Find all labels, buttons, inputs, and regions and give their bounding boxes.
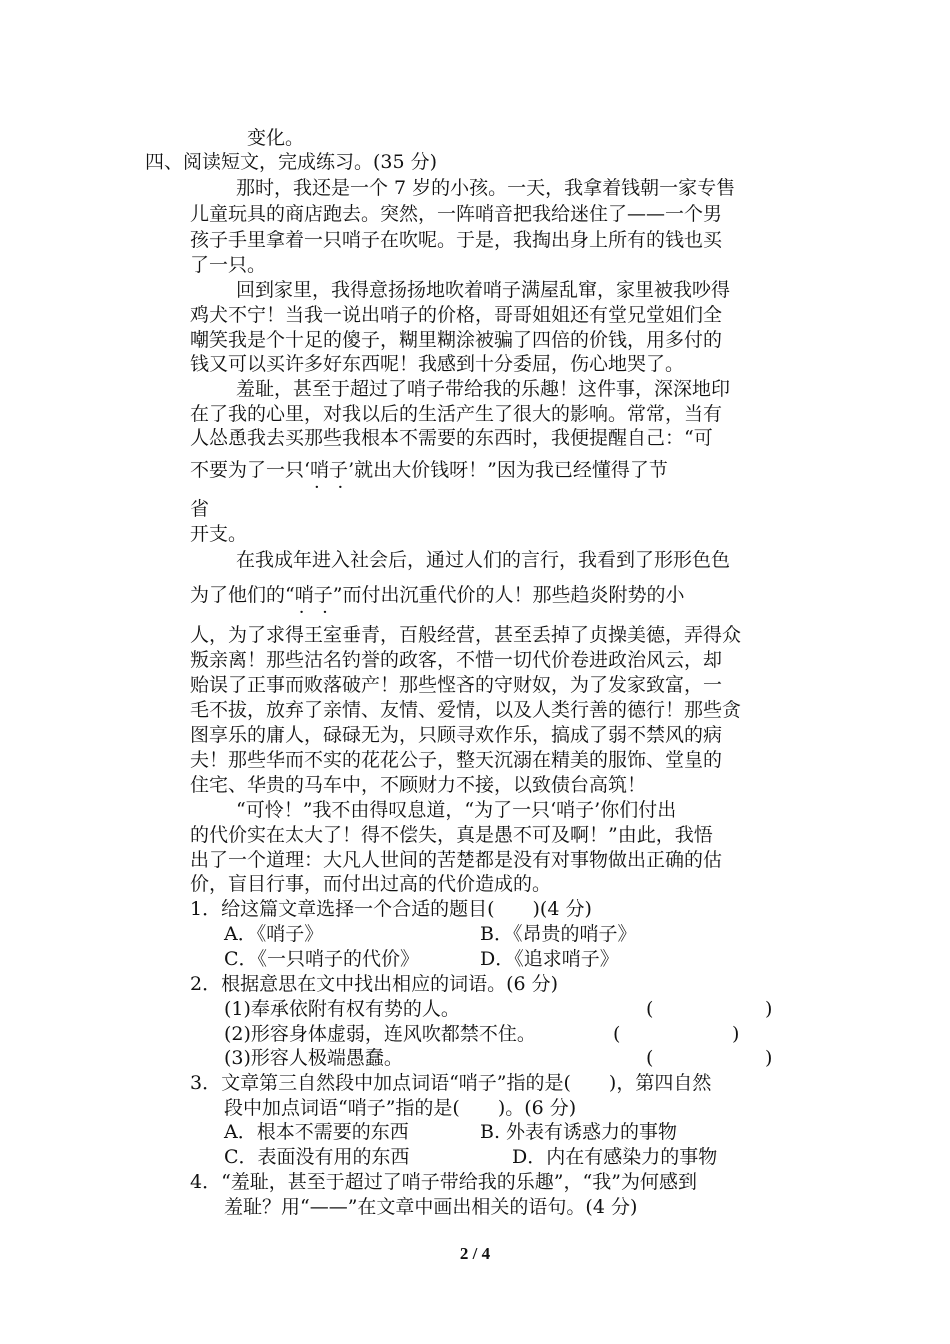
paragraph-line: 价，盲目行事，而付出过高的代价造成的。 bbox=[190, 873, 552, 895]
paragraph-line: 省 bbox=[190, 498, 210, 520]
answer-paren-close: ) bbox=[765, 1047, 773, 1069]
paragraph-line: 夫！那些华而不实的花花公子，整天沉溺在精美的服饰、堂皇的 bbox=[190, 749, 723, 771]
q3-option-a: A．根本不需要的东西 bbox=[224, 1121, 409, 1143]
q2-item-2: (2)形容身体虚弱，连风吹都禁不住。 bbox=[224, 1023, 536, 1045]
preceding-text-tail: 变化。 bbox=[247, 127, 305, 149]
text-segment: ”而付出沉重代价的人！那些趋炎附势的小 bbox=[332, 584, 685, 606]
paragraph-line: 的代价实在太大了！得不偿失，真是愚不可及啊！”由此，我悟 bbox=[190, 824, 713, 846]
paragraph-line: 叛亲离！那些沽名钓誉的政客，不惜一切代价卷进政治风云，却 bbox=[190, 649, 723, 671]
paragraph-line: 孩子手里拿着一只哨子在吹呢。于是，我掏出身上所有的钱也买 bbox=[190, 229, 723, 251]
answer-paren-open: ( bbox=[646, 1047, 654, 1069]
q3-option-b: B. 外表有诱惑力的事物 bbox=[480, 1121, 678, 1143]
q3-option-d: D．内在有感染力的事物 bbox=[512, 1146, 718, 1168]
text-segment: ’就出大价钱呀！”因为我已经懂得了节 bbox=[348, 459, 668, 481]
paragraph-line: 回到家里，我得意扬扬地吹着哨子满屋乱窜，家里被我吵得 bbox=[236, 279, 731, 301]
q1-option-c: C．《一只哨子的代价》 bbox=[224, 948, 420, 970]
text-segment: 为了他们的“ bbox=[190, 584, 295, 606]
paragraph-line: 钱又可以买许多好东西呢！我感到十分委屈，伤心地哭了。 bbox=[190, 353, 685, 375]
paragraph-line: 那时，我还是一个 7 岁的小孩。一天，我拿着钱朝一家专售 bbox=[236, 177, 736, 199]
paragraph-line: 人，为了求得王室垂青，百般经营，甚至丢掉了贞操美德，弄得众 bbox=[190, 624, 742, 646]
q3-option-c: C．表面没有用的东西 bbox=[224, 1146, 410, 1168]
paragraph-line: 在了我的心里，对我以后的生活产生了很大的影响。常常，当有 bbox=[190, 403, 723, 425]
paragraph-line bbox=[190, 458, 668, 482]
paragraph-line bbox=[190, 583, 684, 607]
paragraph-line: 儿童玩具的商店跑去。突然，一阵哨音把我给迷住了——一个男 bbox=[190, 203, 723, 225]
q1-option-a: A．《哨子》 bbox=[224, 923, 324, 945]
dotted-word: 哨子 · · bbox=[310, 459, 348, 481]
q2-item-3: (3)形容人极端愚蠢。 bbox=[224, 1047, 403, 1069]
paragraph-line: 毛不拔，放弃了亲情、友情、爱情，以及人类行善的德行！那些贪 bbox=[190, 699, 742, 721]
paragraph-line: 鸡犬不宁！当我一说出哨子的价格，哥哥姐姐还有堂兄堂姐们全 bbox=[190, 304, 723, 326]
question-4-cont: 羞耻？用“——”在文章中画出相关的语句。(4 分) bbox=[224, 1196, 638, 1218]
answer-paren-open: ( bbox=[646, 998, 654, 1020]
paragraph-line: 羞耻，甚至于超过了哨子带给我的乐趣！这件事，深深地印 bbox=[236, 378, 731, 400]
q1-option-b: B．《昂贵的哨子》 bbox=[480, 923, 637, 945]
question-2: 2．根据意思在文中找出相应的词语。(6 分) bbox=[190, 973, 559, 995]
paragraph-line: 图享乐的庸人，碌碌无为，只顾寻欢作乐，搞成了弱不禁风的病 bbox=[190, 724, 723, 746]
question-4: 4．“羞耻，甚至于超过了哨子带给我的乐趣”，“我”为何感到 bbox=[190, 1171, 697, 1193]
answer-paren-close: ) bbox=[732, 1023, 740, 1045]
q1-option-d: D．《追求哨子》 bbox=[480, 948, 619, 970]
text-segment: 不要为了一只‘ bbox=[190, 459, 311, 481]
answer-paren-close: ) bbox=[765, 998, 773, 1020]
paragraph-line: 嘲笑我是个十足的傻子，糊里糊涂被骗了四倍的价钱，用多付的 bbox=[190, 329, 723, 351]
paragraph-line: 出了一个道理：大凡人世间的苦楚都是没有对事物做出正确的估 bbox=[190, 849, 723, 871]
paragraph-line: 贻误了正事而败落破产！那些悭吝的守财奴，为了发家致富，一 bbox=[190, 674, 723, 696]
paragraph-line: 住宅、华贵的马车中，不顾财力不接，以致债台高筑！ bbox=[190, 774, 647, 796]
paragraph-line: 人怂恿我去买那些我根本不需要的东西时，我便提醒自己：“可 bbox=[190, 427, 713, 449]
dotted-word: 哨子 · · bbox=[295, 584, 333, 606]
paragraph-line: “可怜！”我不由得叹息道，“为了一只‘哨子’你们付出 bbox=[236, 799, 677, 821]
question-3-cont: 段中加点词语“哨子”指的是( )。(6 分) bbox=[224, 1097, 577, 1119]
paragraph-line: 了一只。 bbox=[190, 254, 267, 276]
paragraph-line: 开支。 bbox=[190, 523, 248, 545]
page-number: 2 / 4 bbox=[459, 1244, 491, 1263]
q2-item-1: (1)奉承依附有权有势的人。 bbox=[224, 998, 460, 1020]
answer-paren-open: ( bbox=[613, 1023, 621, 1045]
question-1: 1．给这篇文章选择一个合适的题目( )(4 分) bbox=[190, 898, 592, 920]
section-title: 四、阅读短文，完成练习。(35 分) bbox=[145, 151, 438, 173]
question-3: 3．文章第三自然段中加点词语“哨子”指的是( )，第四自然 bbox=[190, 1072, 712, 1094]
paragraph-line: 在我成年进入社会后，通过人们的言行，我看到了形形色色 bbox=[236, 549, 731, 571]
